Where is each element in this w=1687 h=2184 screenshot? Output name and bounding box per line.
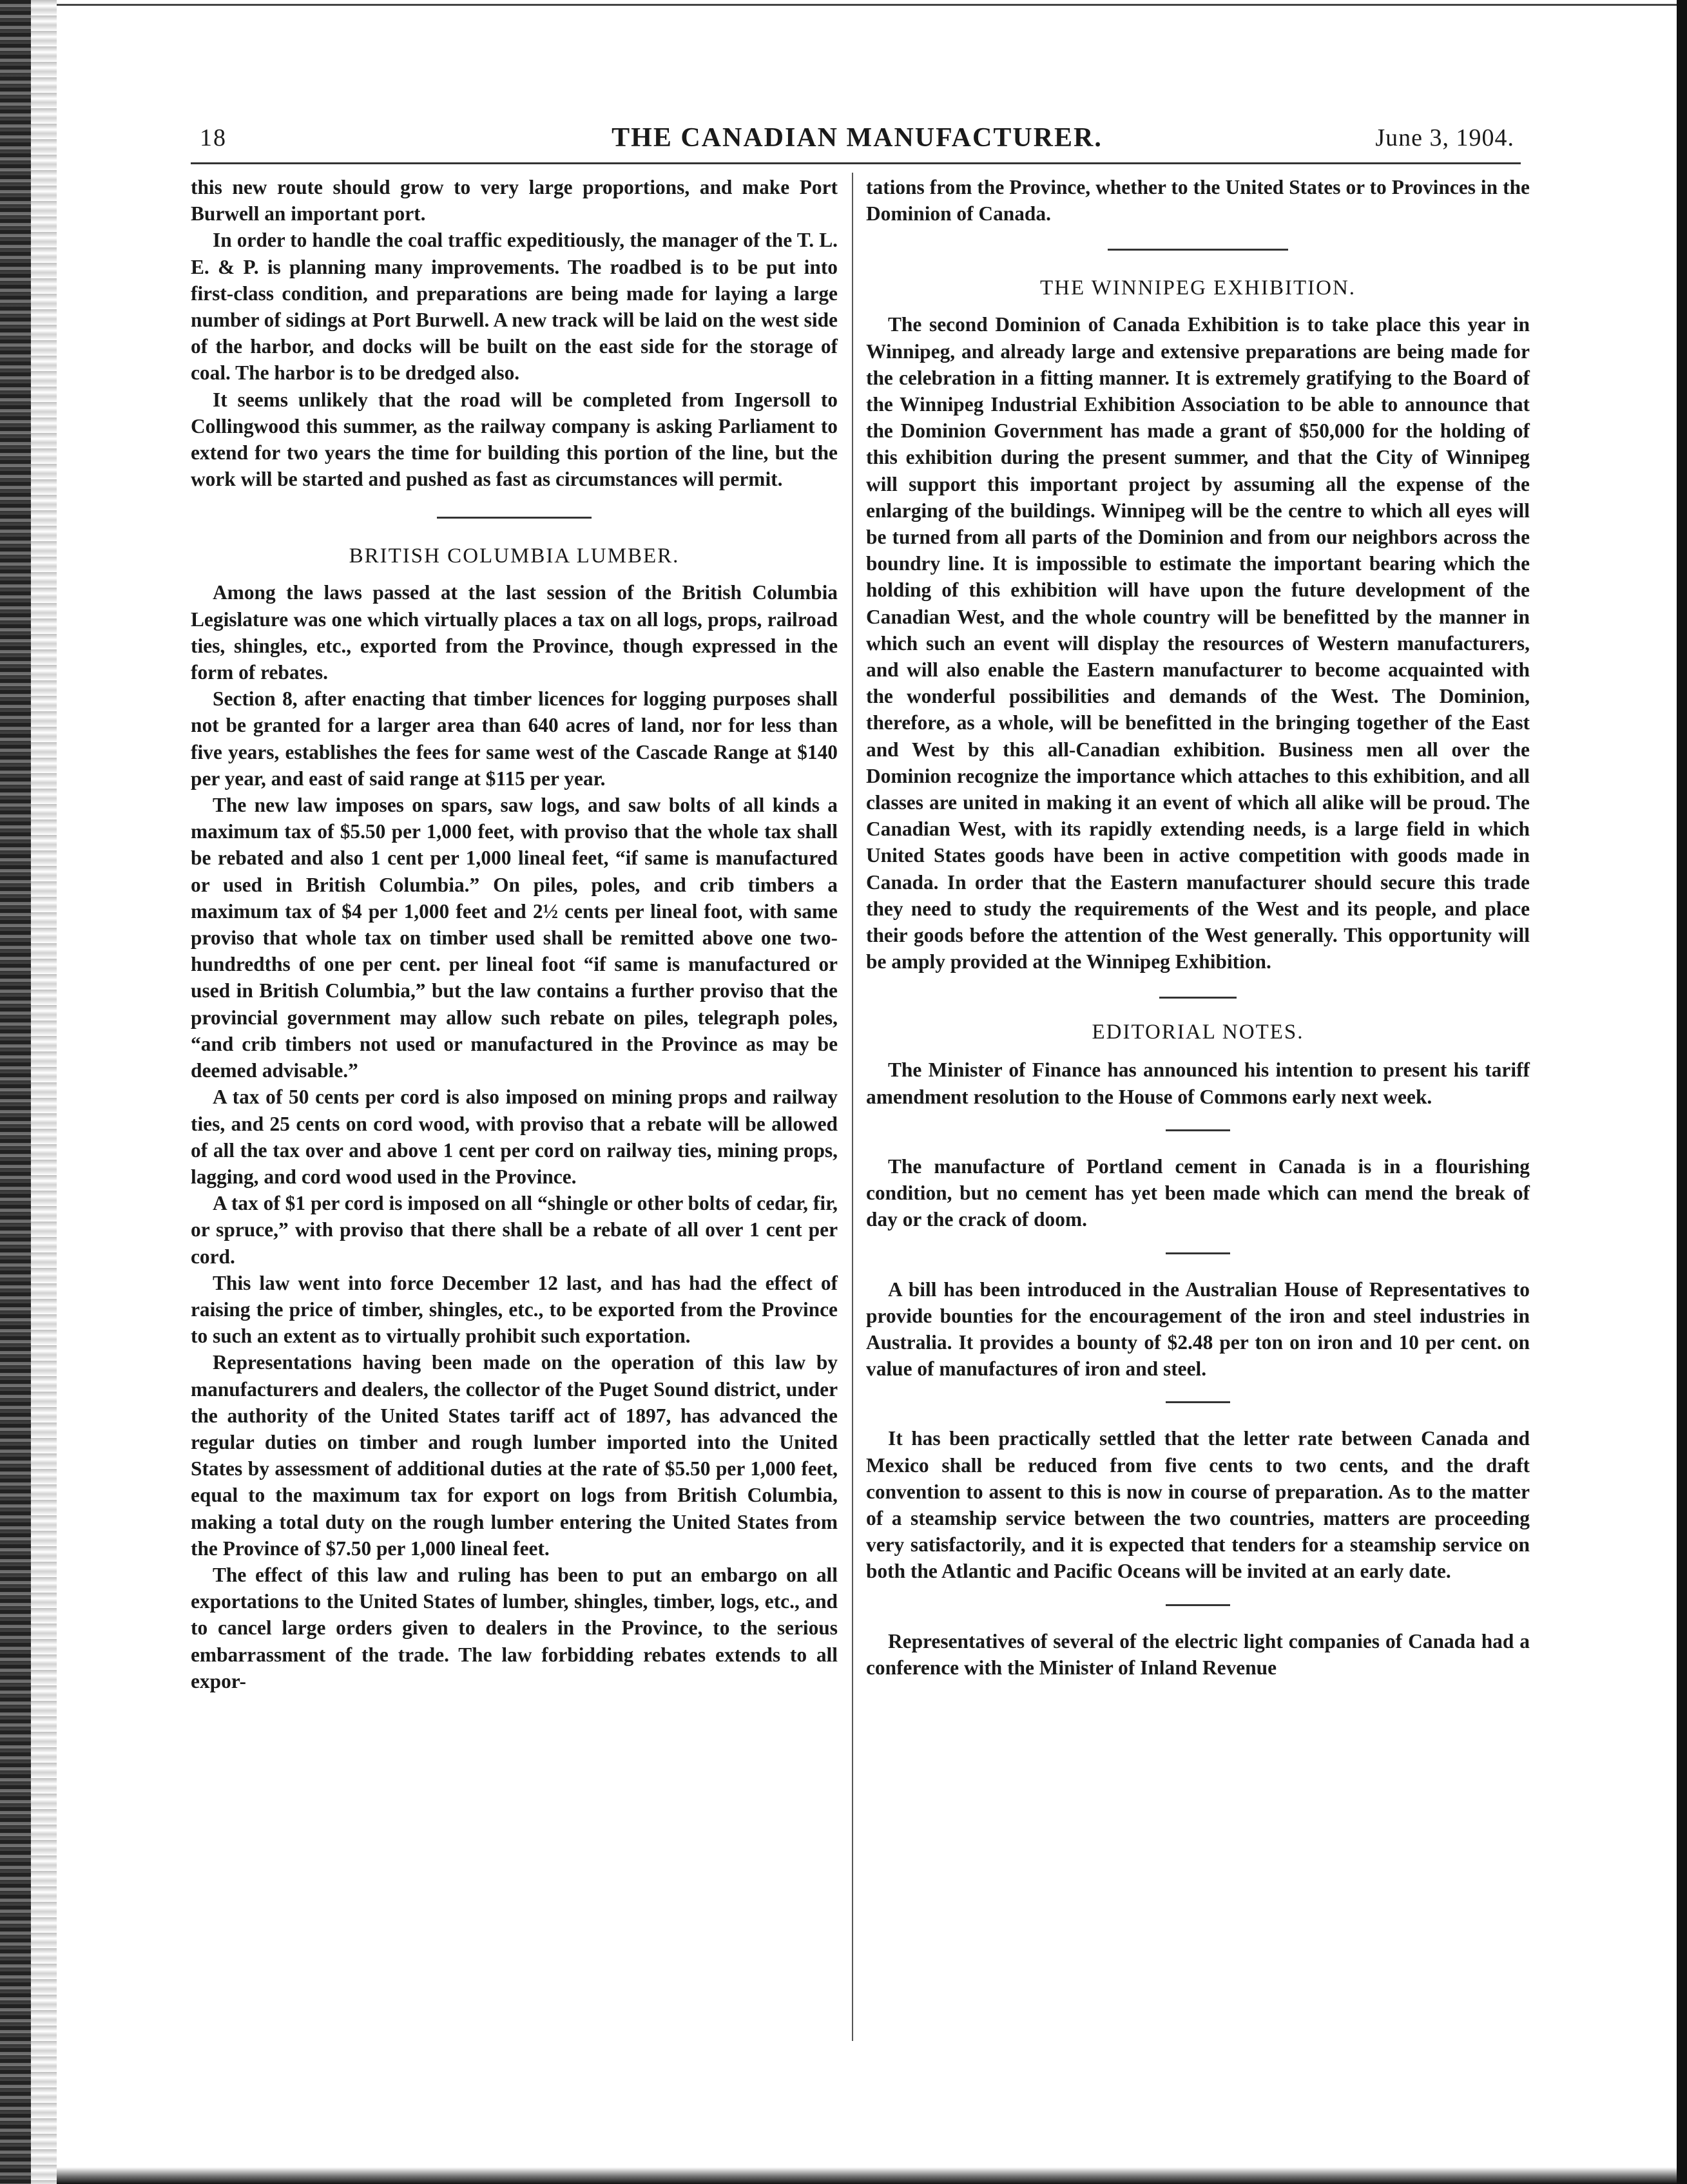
section-heading-bc-lumber: BRITISH COLUMBIA LUMBER.: [349, 544, 680, 568]
article-paragraph: The effect of this law and ruling has been to put an embargo on all exportations to the United States of lumber, shingles, timber, logs, etc., and to cancel large orders given to dealers in the Province, to the serious embarrassment of the trade. The law forbidding rebates extends to all expor-: [191, 1563, 838, 1692]
article-paragraph: A tax of 50 cents per cord is also imposed on mining props and railway ties, and 25 cents on cord wood, with proviso that a rebate will be allowed of all the tax over and above 1 cent per cord on railway ties, mining props, lagging, and cord wood used in the Province.: [191, 1086, 838, 1188]
note-rule: [1166, 1252, 1230, 1254]
article-paragraph: this new route should grow to very large proportions, and make Port Burwell an important port.: [191, 176, 838, 225]
article-paragraph: The second Dominion of Canada Exhibition is to take place this year in Winnipeg, and already large and extensive preparations are being made for the celebration in a fitting manner. It is extremely gratifying to the Board of the Winnipeg Industrial Exhibition Association to be able to announce that the Dominion Government has made a grant of $50,000 for the holding of this exhibition during the present summer, and that the City of Winnipeg will support this important project by assuming all the expense of the enlarging of the buildings. Winnipeg will be the centre to which all eyes will be turned from all parts of the Dominion and from our neighbors across the boundry line. It is impossible to estimate the important bearing which the holding of this exhibition will have upon the future development of the Canadian West, and the whole country will be benefitted by the manner in which such an event will display the resources of Western manufacturers, and will also enable the Eastern manufacturer to become acquainted with the wonderful possibilities and demands of the West. The Dominion, therefore, as a whole, will be benefitted in the bringing together of the East and West by this all-Canadian exhibition. Business men all over the Dominion recognize the importance which attaches to this exhibition, and all classes are united in making it an event of which all alike will be proud. The Canadian West, with its rapidly extending needs, is a large field in which United States goods have been in active competition with goods made in Canada. In order that the Eastern manufacturer should secure this trade they need to study the requirements of the West and its people, and place their goods before the attention of the West generally. This opportunity will be amply provided at the Winnipeg Exhibition.: [866, 313, 1530, 973]
publication-title: THE CANADIAN MANUFACTURER.: [612, 123, 1103, 153]
scan-bottom-edge: [57, 2167, 1677, 2184]
section-rule: [1159, 997, 1237, 999]
note-rule: [1166, 1401, 1230, 1403]
scan-binding-shadow: [31, 0, 57, 2184]
page-header: [200, 119, 1514, 157]
right-column: [866, 174, 1530, 1681]
note-rule: [1166, 1604, 1230, 1606]
article-paragraph: Among the laws passed at the last session of the British Columbia Legislature was one which virtually places a tax on all logs, props, railroad ties, shingles, etc., exported from the Province, though expressed in the form of rebates.: [191, 581, 838, 684]
column-divider: [852, 173, 853, 2041]
article-paragraph: Representations having been made on the operation of this law by manufacturers and dealers, the collector of the Puget Sound district, under the authority of the United States tariff act of 1897, has advanced the regular duties on timber and rough lumber imported into the United States by assessment of additional duties at the rate of $5.50 per 1,000 feet, equal to the maximum tax for export on logs from British Columbia, making a total duty on the rough lumber entering the United States from the Province of $7.50 per 1,000 lineal feet.: [191, 1351, 838, 1560]
page-number: 18: [200, 124, 227, 151]
section-rule: [1108, 249, 1288, 251]
header-rule: [191, 162, 1521, 164]
note-rule: [1166, 1129, 1230, 1131]
editorial-note: The manufacture of Portland cement in Canada is in a flourishing condition, but no cement has yet been made which can mend the break of day or the crack of doom.: [866, 1154, 1530, 1231]
article-paragraph: This law went into force December 12 last, and has had the effect of raising the price of timber, shingles, etc., to be exported from the Province to such an extent as to virtually prohibit such exportation.: [191, 1271, 838, 1348]
scan-binding-edge: [0, 0, 31, 2184]
article-paragraph: It seems unlikely that the road will be completed from Ingersoll to Collingwood this summer, as the railway company is asking Parliament to extend for two years the time for building this portion of the line, but the work will be started and pushed as fast as circumstances will permit.: [191, 388, 838, 491]
article-paragraph: tations from the Province, whether to the United States or to Provinces in the Dominion of Canada.: [866, 176, 1530, 225]
section-rule: [437, 517, 592, 519]
editorial-note: A bill has been introduced in the Australian House of Representatives to provide bounties for the encouragement of the iron and steel industries in Australia. It provides a bounty of $2.48 per ton on iron and 10 per cent. on value of manufactures of iron and steel.: [866, 1278, 1530, 1381]
section-heading-editorial-notes: EDITORIAL NOTES.: [1092, 1020, 1304, 1044]
article-paragraph: Section 8, after enacting that timber licences for logging purposes shall not be granted for a larger area than 640 acres of land, nor for less than five years, establishes the fees for same west of the Cascade Range at $140 per year, and east of said range at $115 per year.: [191, 687, 838, 790]
editorial-note: It has been practically settled that the letter rate between Canada and Mexico shall be reduced from five cents to two cents, and the draft convention to assent to this is now in course of preparation. As to the matter of a steamship service between the two countries, matters are proceeding very satisfactorily, and it is expected that tenders for a steamship service on both the Atlantic and Pacific Oceans will be invited at an early date.: [866, 1427, 1530, 1583]
editorial-note: Representatives of several of the electric light companies of Canada had a conference with the Minister of Inland Revenue: [866, 1629, 1530, 1679]
article-paragraph: A tax of $1 per cord is imposed on all “shingle or other bolts of cedar, fir, or spruce,” with proviso that there shall be a rebate of all over 1 cent per cord.: [191, 1192, 838, 1268]
editorial-note: The Minister of Finance has announced his intention to present his tariff amendment resolution to the House of Commons early next week.: [866, 1058, 1530, 1108]
section-heading-winnipeg: THE WINNIPEG EXHIBITION.: [1039, 276, 1356, 300]
left-column: [191, 174, 838, 1694]
scan-top-edge: [57, 4, 1677, 6]
scan-right-edge: [1677, 0, 1687, 2184]
article-paragraph: The new law imposes on spars, saw logs, and saw bolts of all kinds a maximum tax of $5.50 per 1,000 feet, with proviso that the whole tax shall be rebated and also 1 cent per 1,000 lineal feet, “if same is manufactured or used in British Columbia.” On piles, poles, and crib timbers a maximum tax of $4 per 1,000 feet and 2½ cents per lineal foot, with same proviso that whole tax on timber used shall be remitted above one two-hundredths of one per cent. per lineal foot “if same is manufactured or used in British Columbia,” but the law contains a further proviso that the provincial government may allow such rebate on piles, telegraph poles, “and crib timbers not used or manufactured in the Province as may be deemed advisable.”: [191, 794, 838, 1082]
issue-date: June 3, 1904.: [1375, 124, 1514, 151]
article-paragraph: In order to handle the coal traffic expeditiously, the manager of the T. L. E. & P. is planning many improvements. The roadbed is to be put into first-class condition, and preparations are being made for laying a large number of sidings at Port Burwell. A new track will be laid on the west side of the harbor, and docks will be built on the east side for the storage of coal. The harbor is to be dredged also.: [191, 229, 838, 385]
